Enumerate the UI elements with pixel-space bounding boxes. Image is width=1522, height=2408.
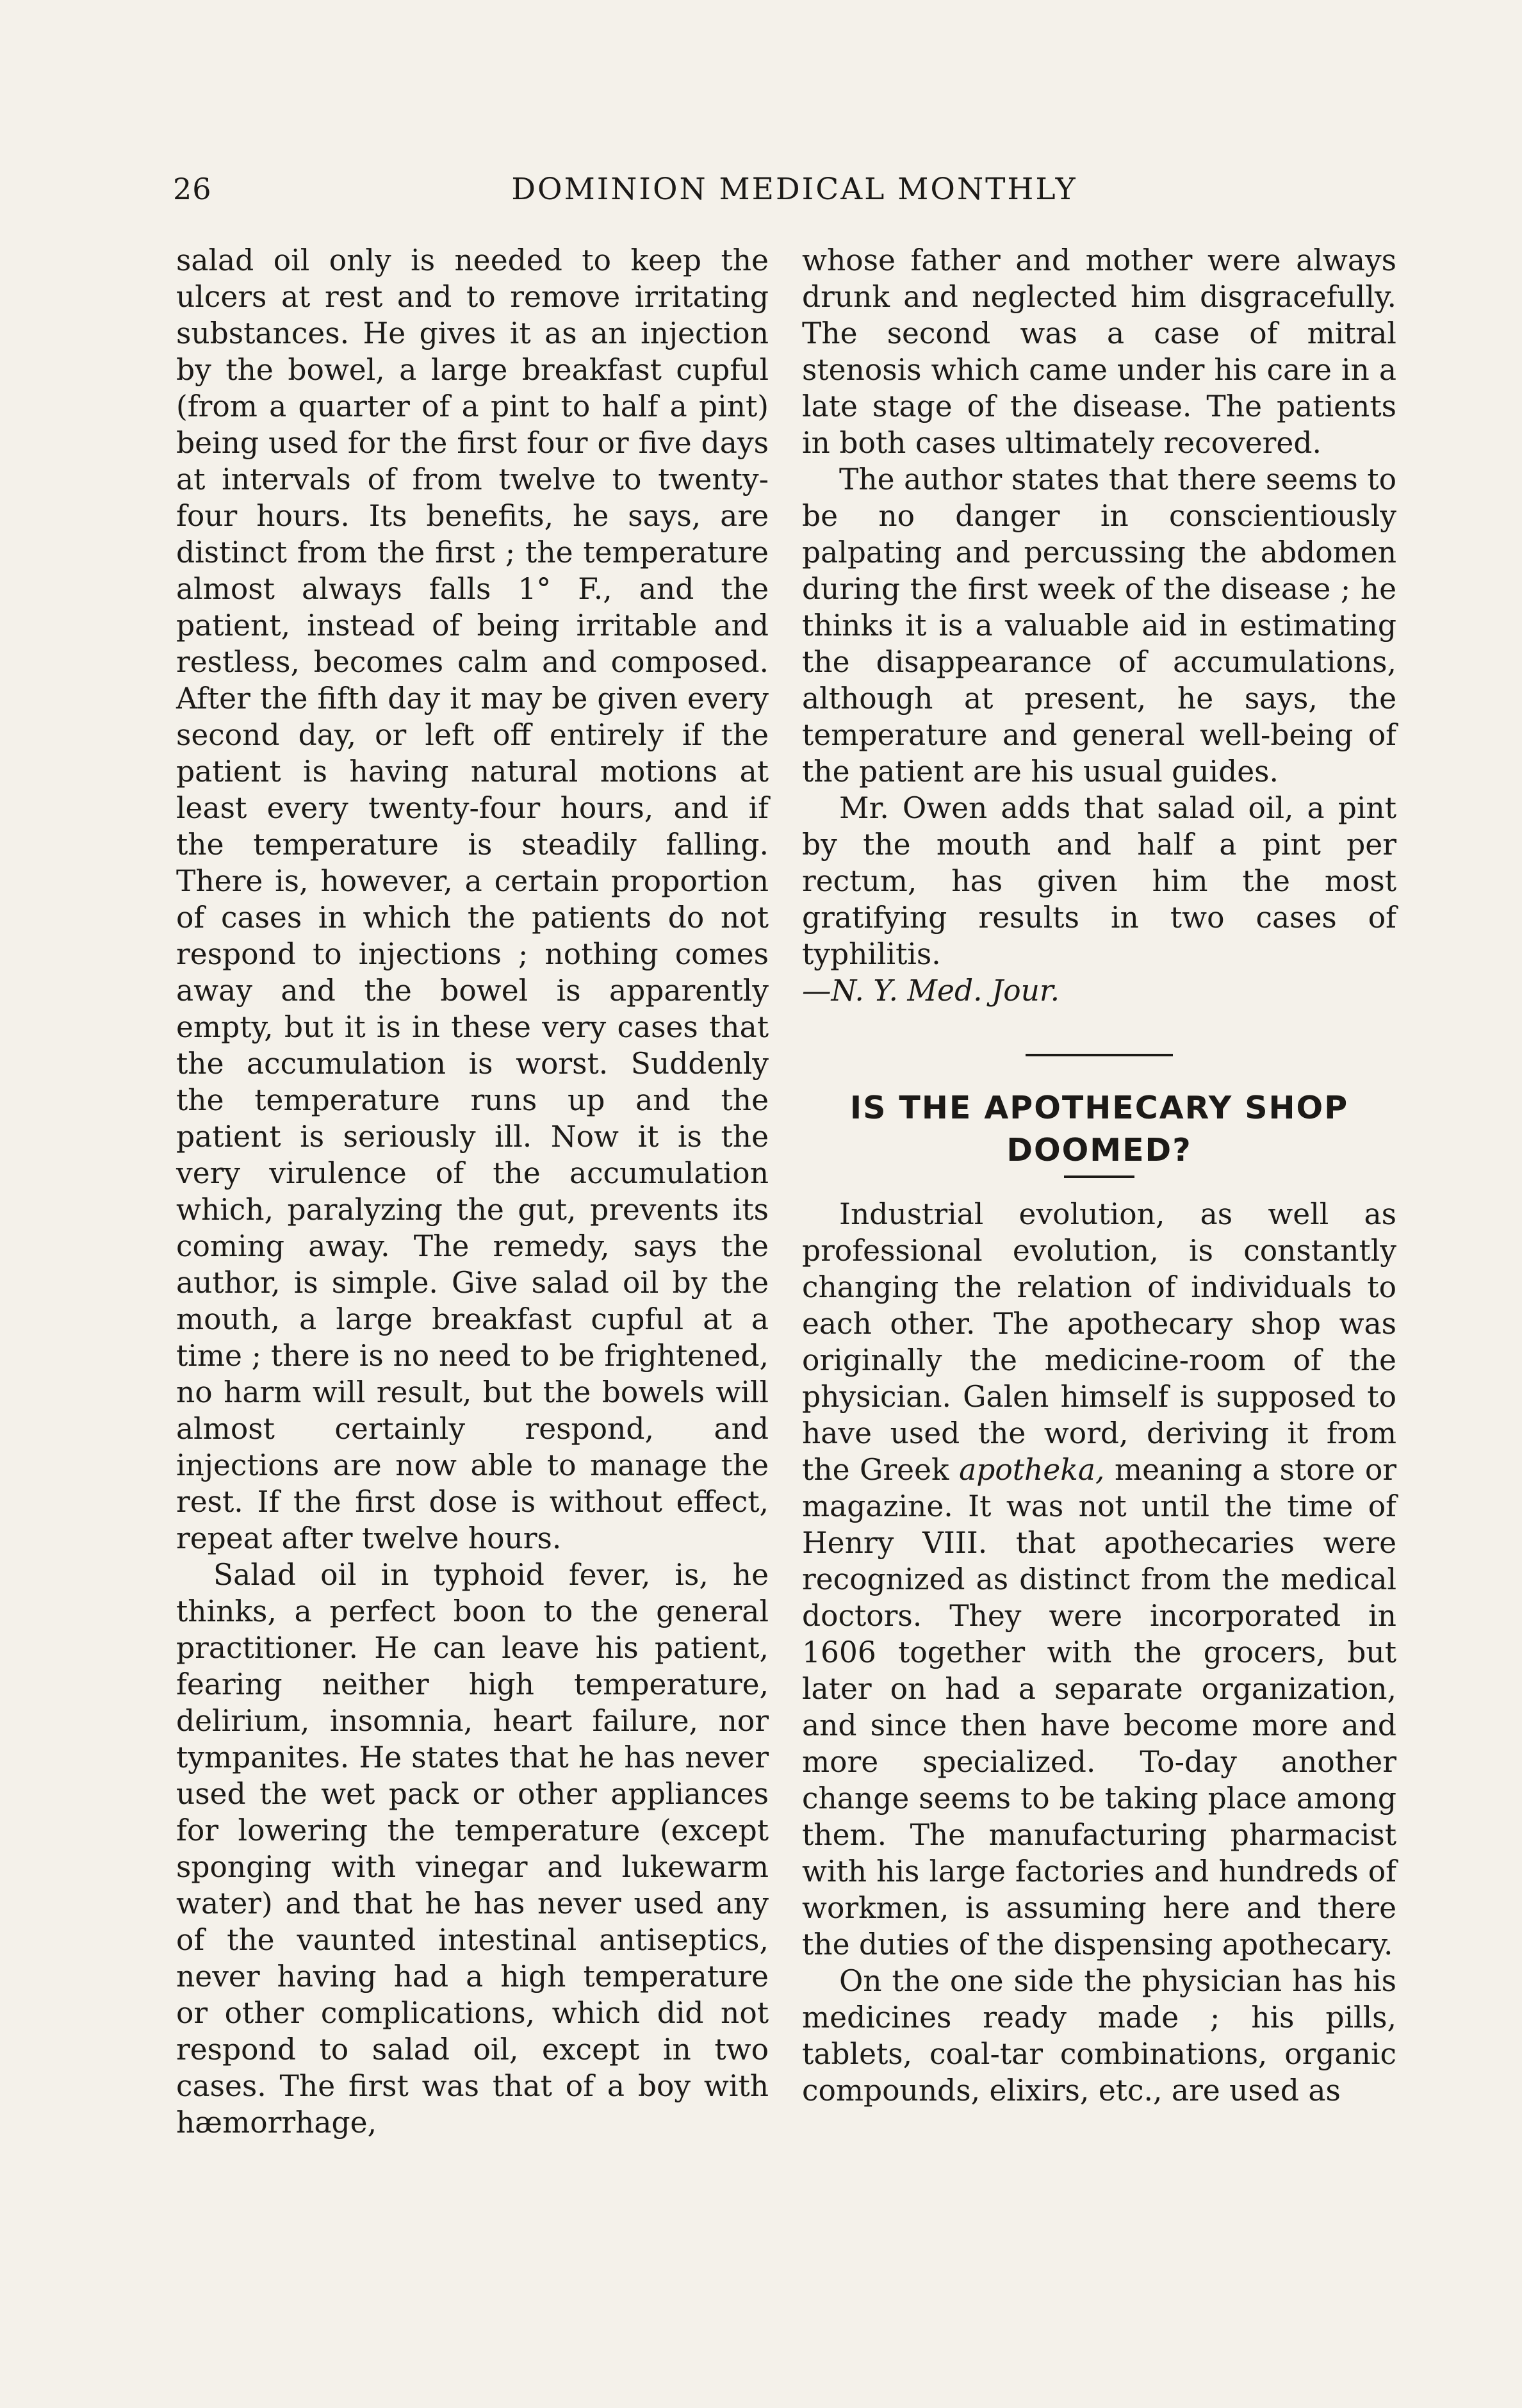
heading-line-1: IS THE APOTHECARY SHOP xyxy=(849,1090,1349,1126)
right-column xyxy=(802,242,1396,2109)
owen-text: Mr. Owen adds that salad oil, a pint by the mouth and half a pint per rectum, has given him the most gratifying results in two cases of typhilitis. xyxy=(802,791,1396,971)
section-divider xyxy=(1026,1054,1173,1056)
paragraph-owen xyxy=(802,790,1396,1009)
left-column xyxy=(176,242,769,2141)
paragraph-salad-oil-typhoid: Salad oil in typhoid fever, is, he thinks, a perfect boon to the general practitioner. He can leave his patient, fearing neither high temperature, delirium, insomnia, heart failure, nor tympanites. He states that he has never used the wet pack or other appliances for lowering the temperature (except sponging with vinegar and lukewarm water) and that he has never used any of the vaunted intestinal antiseptics, never having had a high temperature or other complications, which did not respond to salad oil, except in two cases. The first was that of a boy with hæmorrhage, xyxy=(176,1558,769,2140)
heading-underline xyxy=(1064,1175,1134,1178)
page-number: 26 xyxy=(173,172,212,206)
heading-line-2: DOOMED? xyxy=(1006,1132,1192,1168)
citation: —N. Y. Med. Jour. xyxy=(802,974,1060,1008)
evolution-text-continued: meaning a store or magazine. It was not until the time of Henry VIII. that apothecaries were recognized as distinct from the medical doctors. They were incorporated in 1606 together with the grocers, but later on had a separate organization, and since then have become more and more specialized. To-day another change seems to be taking place among them. The manufacturing pharmacist with his large factories and hundreds of workmen, is assuming here and there the duties of the dispensing apothecary. xyxy=(802,1453,1396,1962)
evolution-text: Industrial evolution, as well as professional evolution, is constantly changing the relation of individuals to each other. The apothecary shop was originally the medicine-room of the physician. Galen himself is supposed to have used the word, deriving it from the Greek xyxy=(802,1197,1396,1487)
article-heading xyxy=(802,1087,1396,1172)
running-title: DOMINION MEDICAL MONTHLY xyxy=(511,172,1077,207)
page-header xyxy=(173,172,1416,217)
greek-word: apotheka, xyxy=(959,1453,1105,1487)
paragraph-salad-oil-injection: salad oil only is needed to keep the ulcers at rest and to remove irritating substances. He gives it as an injection by the bowel, a large breakfast cupful (from a quarter of a pint to half a pint) being used for the first four or five days at intervals of from twelve to twenty-four hours. Its benefits, he says, are distinct from the first ; the temperature almost always falls 1° F., and the patient, instead of being irritable and restless, becomes calm and composed. After the fifth day it may be given every second day, or left off entirely if the patient is having natural motions at least every twenty-four hours, and if the temperature is steadily falling. There is, however, a certain proportion of cases in which the patients do not respond to injections ; nothing comes away and the bowel is apparently empty, but it is in these very cases that the accumulation is worst. Suddenly the temperature runs up and the patient is seriously ill. Now it is the very virulence of the accumulation which, paralyzing the gut, prevents its coming away. The remedy, says the author, is simple. Give salad oil by the mouth, a large breakfast cupful at a time ; there is no need to be frightened, no harm will result, but the bowels will almost certainly respond, and injections are now able to manage the rest. If the first dose is without effect, repeat after twelve hours. xyxy=(176,243,769,1555)
paragraph-palpation: The author states that there seems to be no danger in conscientiously palpating and percussing the abdomen during the first week of the disease ; he thinks it is a valuable aid in estimating the disappearance of accumulations, although at present, he says, the temperature and general well-being of the patient are his usual guides. xyxy=(802,463,1396,789)
paragraph-physician-side: On the one side the physician has his medicines ready made ; his pills, tablets, coal-tar combinations, organic compounds, elixirs, etc., are used as xyxy=(802,1964,1396,2108)
paragraph-continuation: whose father and mother were always drunk and neglected him disgracefully. The second was a case of mitral stenosis which came under his care in a late stage of the disease. The patients in both cases ultimately recovered. xyxy=(802,243,1396,460)
paragraph-industrial-evolution xyxy=(802,1196,1396,1963)
